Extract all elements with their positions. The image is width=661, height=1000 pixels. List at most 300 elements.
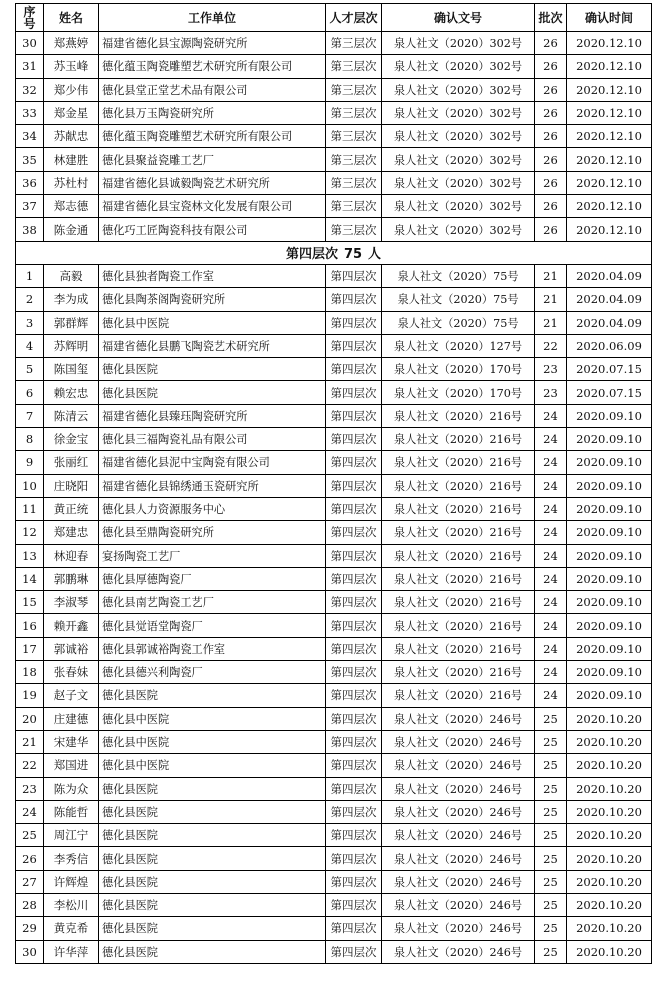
cell-no: 20 (16, 707, 44, 730)
cell-doc: 泉人社文（2020）302号 (382, 171, 535, 194)
cell-level: 第三层次 (326, 78, 382, 101)
cell-name: 郑建忠 (44, 521, 99, 544)
cell-batch: 24 (535, 591, 567, 614)
table-row (16, 148, 652, 171)
cell-doc: 泉人社文（2020）216号 (382, 544, 535, 567)
cell-date: 2020.12.10 (567, 148, 652, 171)
cell-batch: 24 (535, 497, 567, 520)
cell-date: 2020.04.09 (567, 288, 652, 311)
header-doc: 确认文号 (382, 4, 535, 32)
cell-name: 郑少伟 (44, 78, 99, 101)
cell-doc: 泉人社文（2020）216号 (382, 591, 535, 614)
table-row (16, 264, 652, 287)
cell-level: 第三层次 (326, 125, 382, 148)
cell-level: 第四层次 (326, 637, 382, 660)
cell-doc: 泉人社文（2020）302号 (382, 101, 535, 124)
cell-batch: 26 (535, 195, 567, 218)
cell-date: 2020.09.10 (567, 614, 652, 637)
cell-name: 郑国进 (44, 754, 99, 777)
cell-batch: 26 (535, 101, 567, 124)
cell-level: 第四层次 (326, 940, 382, 963)
cell-batch: 24 (535, 428, 567, 451)
table-row (16, 32, 652, 55)
cell-level: 第四层次 (326, 264, 382, 287)
header-unit: 工作单位 (99, 4, 326, 32)
section-count: 75 (343, 247, 363, 263)
cell-batch: 25 (535, 847, 567, 870)
cell-name: 苏杜村 (44, 171, 99, 194)
cell-level: 第四层次 (326, 428, 382, 451)
cell-doc: 泉人社文（2020）302号 (382, 195, 535, 218)
cell-no: 17 (16, 637, 44, 660)
cell-date: 2020.12.10 (567, 55, 652, 78)
cell-level: 第四层次 (326, 730, 382, 753)
cell-batch: 26 (535, 55, 567, 78)
cell-name: 郭群辉 (44, 311, 99, 334)
cell-level: 第四层次 (326, 311, 382, 334)
header-batch: 批次 (535, 4, 567, 32)
cell-date: 2020.10.20 (567, 754, 652, 777)
cell-unit: 德化县至鼎陶瓷研究所 (99, 521, 326, 544)
cell-name: 郑燕婷 (44, 32, 99, 55)
table-row (16, 381, 652, 404)
table-row (16, 497, 652, 520)
cell-level: 第四层次 (326, 334, 382, 357)
cell-no: 24 (16, 800, 44, 823)
cell-no: 32 (16, 78, 44, 101)
cell-doc: 泉人社文（2020）302号 (382, 55, 535, 78)
cell-date: 2020.09.10 (567, 637, 652, 660)
cell-batch: 25 (535, 893, 567, 916)
cell-no: 27 (16, 870, 44, 893)
cell-doc: 泉人社文（2020）216号 (382, 428, 535, 451)
cell-no: 4 (16, 334, 44, 357)
cell-no: 6 (16, 381, 44, 404)
cell-name: 陈为众 (44, 777, 99, 800)
cell-level: 第四层次 (326, 777, 382, 800)
cell-date: 2020.09.10 (567, 497, 652, 520)
cell-batch: 21 (535, 288, 567, 311)
cell-unit: 福建省德化县宝源陶瓷研究所 (99, 32, 326, 55)
cell-batch: 24 (535, 567, 567, 590)
cell-name: 李为成 (44, 288, 99, 311)
cell-no: 38 (16, 218, 44, 241)
cell-date: 2020.09.10 (567, 404, 652, 427)
cell-no: 29 (16, 917, 44, 940)
table-row (16, 78, 652, 101)
table-row (16, 893, 652, 916)
cell-level: 第四层次 (326, 497, 382, 520)
cell-level: 第四层次 (326, 404, 382, 427)
cell-batch: 25 (535, 707, 567, 730)
cell-date: 2020.09.10 (567, 684, 652, 707)
cell-level: 第四层次 (326, 800, 382, 823)
cell-name: 林迎春 (44, 544, 99, 567)
cell-doc: 泉人社文（2020）170号 (382, 358, 535, 381)
table-row (16, 591, 652, 614)
cell-level: 第三层次 (326, 101, 382, 124)
table-row (16, 800, 652, 823)
cell-date: 2020.09.10 (567, 474, 652, 497)
cell-date: 2020.09.10 (567, 591, 652, 614)
section-row-level4 (16, 241, 652, 264)
cell-unit: 德化县南艺陶瓷工艺厂 (99, 591, 326, 614)
cell-no: 1 (16, 264, 44, 287)
cell-name: 李松川 (44, 893, 99, 916)
cell-name: 黄正统 (44, 497, 99, 520)
header-date: 确认时间 (567, 4, 652, 32)
table-row (16, 684, 652, 707)
table-row (16, 334, 652, 357)
cell-date: 2020.10.20 (567, 800, 652, 823)
cell-unit: 德化县聚益瓷雕工艺厂 (99, 148, 326, 171)
cell-batch: 24 (535, 451, 567, 474)
cell-unit: 德化县医院 (99, 684, 326, 707)
cell-doc: 泉人社文（2020）246号 (382, 824, 535, 847)
cell-doc: 泉人社文（2020）302号 (382, 32, 535, 55)
table-row (16, 824, 652, 847)
cell-no: 23 (16, 777, 44, 800)
cell-batch: 24 (535, 684, 567, 707)
cell-date: 2020.10.20 (567, 824, 652, 847)
cell-no: 11 (16, 497, 44, 520)
cell-unit: 德化县医院 (99, 381, 326, 404)
cell-name: 陈金通 (44, 218, 99, 241)
table-row (16, 567, 652, 590)
cell-level: 第四层次 (326, 917, 382, 940)
cell-unit: 德化蕴玉陶瓷雕塑艺术研究所有限公司 (99, 55, 326, 78)
cell-name: 苏辉明 (44, 334, 99, 357)
cell-no: 2 (16, 288, 44, 311)
cell-no: 13 (16, 544, 44, 567)
cell-batch: 24 (535, 661, 567, 684)
cell-name: 赵子文 (44, 684, 99, 707)
table-row (16, 661, 652, 684)
cell-batch: 25 (535, 917, 567, 940)
talent-table-container (15, 3, 651, 964)
cell-batch: 26 (535, 78, 567, 101)
cell-unit: 德化县人力资源服务中心 (99, 497, 326, 520)
cell-name: 徐金宝 (44, 428, 99, 451)
cell-batch: 24 (535, 404, 567, 427)
cell-name: 宋建华 (44, 730, 99, 753)
cell-level: 第四层次 (326, 893, 382, 916)
cell-no: 10 (16, 474, 44, 497)
cell-level: 第四层次 (326, 684, 382, 707)
section-title (16, 241, 652, 264)
cell-date: 2020.04.09 (567, 264, 652, 287)
cell-doc: 泉人社文（2020）302号 (382, 125, 535, 148)
cell-batch: 26 (535, 32, 567, 55)
section-title-text: 第四层次 (285, 247, 338, 263)
cell-batch: 25 (535, 777, 567, 800)
cell-date: 2020.10.20 (567, 847, 652, 870)
cell-level: 第四层次 (326, 847, 382, 870)
cell-name: 赖宏忠 (44, 381, 99, 404)
cell-doc: 泉人社文（2020）216号 (382, 661, 535, 684)
table-row (16, 637, 652, 660)
cell-unit: 德化县医院 (99, 847, 326, 870)
cell-level: 第四层次 (326, 870, 382, 893)
cell-unit: 德化县中医院 (99, 730, 326, 753)
cell-batch: 26 (535, 171, 567, 194)
cell-level: 第四层次 (326, 661, 382, 684)
cell-no: 36 (16, 171, 44, 194)
cell-unit: 福建省德化县诚毅陶瓷艺术研究所 (99, 171, 326, 194)
cell-doc: 泉人社文（2020）216号 (382, 637, 535, 660)
cell-no: 7 (16, 404, 44, 427)
cell-batch: 24 (535, 474, 567, 497)
cell-unit: 德化县医院 (99, 777, 326, 800)
cell-level: 第四层次 (326, 288, 382, 311)
cell-no: 33 (16, 101, 44, 124)
cell-doc: 泉人社文（2020）75号 (382, 311, 535, 334)
cell-unit: 德化县医院 (99, 917, 326, 940)
cell-doc: 泉人社文（2020）216号 (382, 451, 535, 474)
cell-batch: 25 (535, 730, 567, 753)
cell-doc: 泉人社文（2020）246号 (382, 870, 535, 893)
cell-date: 2020.12.10 (567, 101, 652, 124)
cell-unit: 福建省德化县鹏飞陶瓷艺术研究所 (99, 334, 326, 357)
cell-no: 31 (16, 55, 44, 78)
cell-batch: 22 (535, 334, 567, 357)
table-row (16, 428, 652, 451)
cell-name: 黄克希 (44, 917, 99, 940)
cell-name: 周江宁 (44, 824, 99, 847)
cell-level: 第四层次 (326, 451, 382, 474)
cell-doc: 泉人社文（2020）216号 (382, 521, 535, 544)
cell-no: 14 (16, 567, 44, 590)
table-row (16, 451, 652, 474)
cell-no: 30 (16, 32, 44, 55)
table-row (16, 195, 652, 218)
cell-doc: 泉人社文（2020）302号 (382, 218, 535, 241)
level4-section (16, 241, 652, 264)
cell-unit: 德化县医院 (99, 940, 326, 963)
cell-date: 2020.06.09 (567, 334, 652, 357)
cell-date: 2020.09.10 (567, 521, 652, 544)
table-row (16, 55, 652, 78)
cell-doc: 泉人社文（2020）170号 (382, 381, 535, 404)
table-row (16, 311, 652, 334)
cell-name: 李秀信 (44, 847, 99, 870)
cell-unit: 德化县医院 (99, 358, 326, 381)
table-row (16, 777, 652, 800)
cell-level: 第三层次 (326, 148, 382, 171)
cell-name: 陈能哲 (44, 800, 99, 823)
table-row (16, 358, 652, 381)
cell-name: 赖开鑫 (44, 614, 99, 637)
cell-level: 第三层次 (326, 171, 382, 194)
cell-no: 9 (16, 451, 44, 474)
cell-level: 第四层次 (326, 754, 382, 777)
cell-doc: 泉人社文（2020）75号 (382, 264, 535, 287)
cell-no: 12 (16, 521, 44, 544)
cell-unit: 福建省德化县臻珏陶瓷研究所 (99, 404, 326, 427)
cell-level: 第四层次 (326, 358, 382, 381)
table-row (16, 474, 652, 497)
cell-date: 2020.10.20 (567, 777, 652, 800)
cell-date: 2020.04.09 (567, 311, 652, 334)
cell-batch: 26 (535, 218, 567, 241)
cell-no: 30 (16, 940, 44, 963)
cell-batch: 24 (535, 544, 567, 567)
cell-unit: 德化县郭诚裕陶瓷工作室 (99, 637, 326, 660)
cell-unit: 德化县医院 (99, 870, 326, 893)
cell-unit: 德化县觉语堂陶瓷厂 (99, 614, 326, 637)
cell-doc: 泉人社文（2020）246号 (382, 893, 535, 916)
cell-batch: 25 (535, 824, 567, 847)
cell-name: 苏玉峰 (44, 55, 99, 78)
cell-date: 2020.07.15 (567, 381, 652, 404)
cell-level: 第四层次 (326, 824, 382, 847)
cell-batch: 25 (535, 870, 567, 893)
cell-name: 许辉煌 (44, 870, 99, 893)
cell-name: 许华萍 (44, 940, 99, 963)
section-count-unit: 人 (368, 247, 382, 263)
cell-name: 郭诚裕 (44, 637, 99, 660)
cell-batch: 23 (535, 381, 567, 404)
table-row (16, 125, 652, 148)
cell-date: 2020.10.20 (567, 940, 652, 963)
cell-name: 庄晓阳 (44, 474, 99, 497)
cell-unit: 福建省德化县泥中宝陶瓷有限公司 (99, 451, 326, 474)
cell-level: 第四层次 (326, 591, 382, 614)
cell-doc: 泉人社文（2020）246号 (382, 754, 535, 777)
cell-doc: 泉人社文（2020）302号 (382, 78, 535, 101)
header-level: 人才层次 (326, 4, 382, 32)
cell-no: 5 (16, 358, 44, 381)
cell-date: 2020.10.20 (567, 893, 652, 916)
cell-unit: 德化县三福陶瓷礼品有限公司 (99, 428, 326, 451)
cell-unit: 德化县中医院 (99, 707, 326, 730)
cell-unit: 德化县厚德陶瓷厂 (99, 567, 326, 590)
table-row (16, 847, 652, 870)
cell-unit: 德化县中医院 (99, 754, 326, 777)
cell-no: 15 (16, 591, 44, 614)
table-row (16, 544, 652, 567)
cell-unit: 德化县中医院 (99, 311, 326, 334)
cell-doc: 泉人社文（2020）246号 (382, 800, 535, 823)
cell-level: 第三层次 (326, 218, 382, 241)
cell-unit: 德化巧工匠陶瓷科技有限公司 (99, 218, 326, 241)
cell-no: 16 (16, 614, 44, 637)
cell-name: 高毅 (44, 264, 99, 287)
table-row (16, 404, 652, 427)
table-row (16, 171, 652, 194)
cell-date: 2020.10.20 (567, 870, 652, 893)
level4-rows (16, 264, 652, 963)
table-row (16, 288, 652, 311)
cell-date: 2020.10.20 (567, 917, 652, 940)
cell-doc: 泉人社文（2020）246号 (382, 777, 535, 800)
cell-date: 2020.09.10 (567, 661, 652, 684)
cell-batch: 25 (535, 800, 567, 823)
cell-doc: 泉人社文（2020）216号 (382, 474, 535, 497)
cell-date: 2020.12.10 (567, 171, 652, 194)
cell-no: 28 (16, 893, 44, 916)
cell-doc: 泉人社文（2020）246号 (382, 917, 535, 940)
cell-no: 18 (16, 661, 44, 684)
cell-batch: 24 (535, 637, 567, 660)
cell-unit: 德化县德兴利陶瓷厂 (99, 661, 326, 684)
cell-level: 第四层次 (326, 707, 382, 730)
table-row (16, 521, 652, 544)
talent-table (15, 3, 652, 964)
table-header-row (16, 4, 652, 32)
table-row (16, 707, 652, 730)
cell-batch: 24 (535, 614, 567, 637)
cell-batch: 26 (535, 125, 567, 148)
cell-doc: 泉人社文（2020）75号 (382, 288, 535, 311)
cell-date: 2020.09.10 (567, 544, 652, 567)
cell-date: 2020.07.15 (567, 358, 652, 381)
cell-unit: 德化县医院 (99, 893, 326, 916)
cell-date: 2020.10.20 (567, 730, 652, 753)
cell-batch: 26 (535, 148, 567, 171)
cell-unit: 德化县陶茶阁陶瓷研究所 (99, 288, 326, 311)
cell-date: 2020.09.10 (567, 567, 652, 590)
cell-level: 第四层次 (326, 521, 382, 544)
cell-name: 林建胜 (44, 148, 99, 171)
cell-name: 庄建德 (44, 707, 99, 730)
table-row (16, 730, 652, 753)
cell-batch: 21 (535, 264, 567, 287)
cell-level: 第四层次 (326, 381, 382, 404)
cell-level: 第三层次 (326, 32, 382, 55)
cell-doc: 泉人社文（2020）302号 (382, 148, 535, 171)
cell-doc: 泉人社文（2020）246号 (382, 730, 535, 753)
cell-doc: 泉人社文（2020）246号 (382, 707, 535, 730)
cell-doc: 泉人社文（2020）216号 (382, 497, 535, 520)
cell-date: 2020.12.10 (567, 125, 652, 148)
cell-name: 陈清云 (44, 404, 99, 427)
cell-doc: 泉人社文（2020）216号 (382, 404, 535, 427)
cell-level: 第四层次 (326, 567, 382, 590)
cell-unit: 德化县医院 (99, 824, 326, 847)
cell-name: 张春妹 (44, 661, 99, 684)
table-row (16, 917, 652, 940)
cell-name: 陈国玺 (44, 358, 99, 381)
cell-unit: 福建省德化县锦绣通玉瓷研究所 (99, 474, 326, 497)
cell-unit: 德化县万玉陶瓷研究所 (99, 101, 326, 124)
cell-unit: 德化县医院 (99, 800, 326, 823)
cell-date: 2020.12.10 (567, 195, 652, 218)
cell-no: 3 (16, 311, 44, 334)
cell-date: 2020.09.10 (567, 428, 652, 451)
table-row (16, 754, 652, 777)
table-row (16, 614, 652, 637)
cell-no: 34 (16, 125, 44, 148)
table-row (16, 870, 652, 893)
cell-no: 21 (16, 730, 44, 753)
cell-no: 35 (16, 148, 44, 171)
cell-no: 22 (16, 754, 44, 777)
cell-doc: 泉人社文（2020）216号 (382, 614, 535, 637)
table-row (16, 101, 652, 124)
cell-date: 2020.12.10 (567, 32, 652, 55)
cell-doc: 泉人社文（2020）216号 (382, 567, 535, 590)
cell-name: 李淑琴 (44, 591, 99, 614)
cell-batch: 21 (535, 311, 567, 334)
cell-doc: 泉人社文（2020）246号 (382, 847, 535, 870)
cell-level: 第三层次 (326, 195, 382, 218)
table-row (16, 940, 652, 963)
cell-date: 2020.10.20 (567, 707, 652, 730)
cell-no: 37 (16, 195, 44, 218)
cell-name: 郑志德 (44, 195, 99, 218)
cell-level: 第四层次 (326, 544, 382, 567)
